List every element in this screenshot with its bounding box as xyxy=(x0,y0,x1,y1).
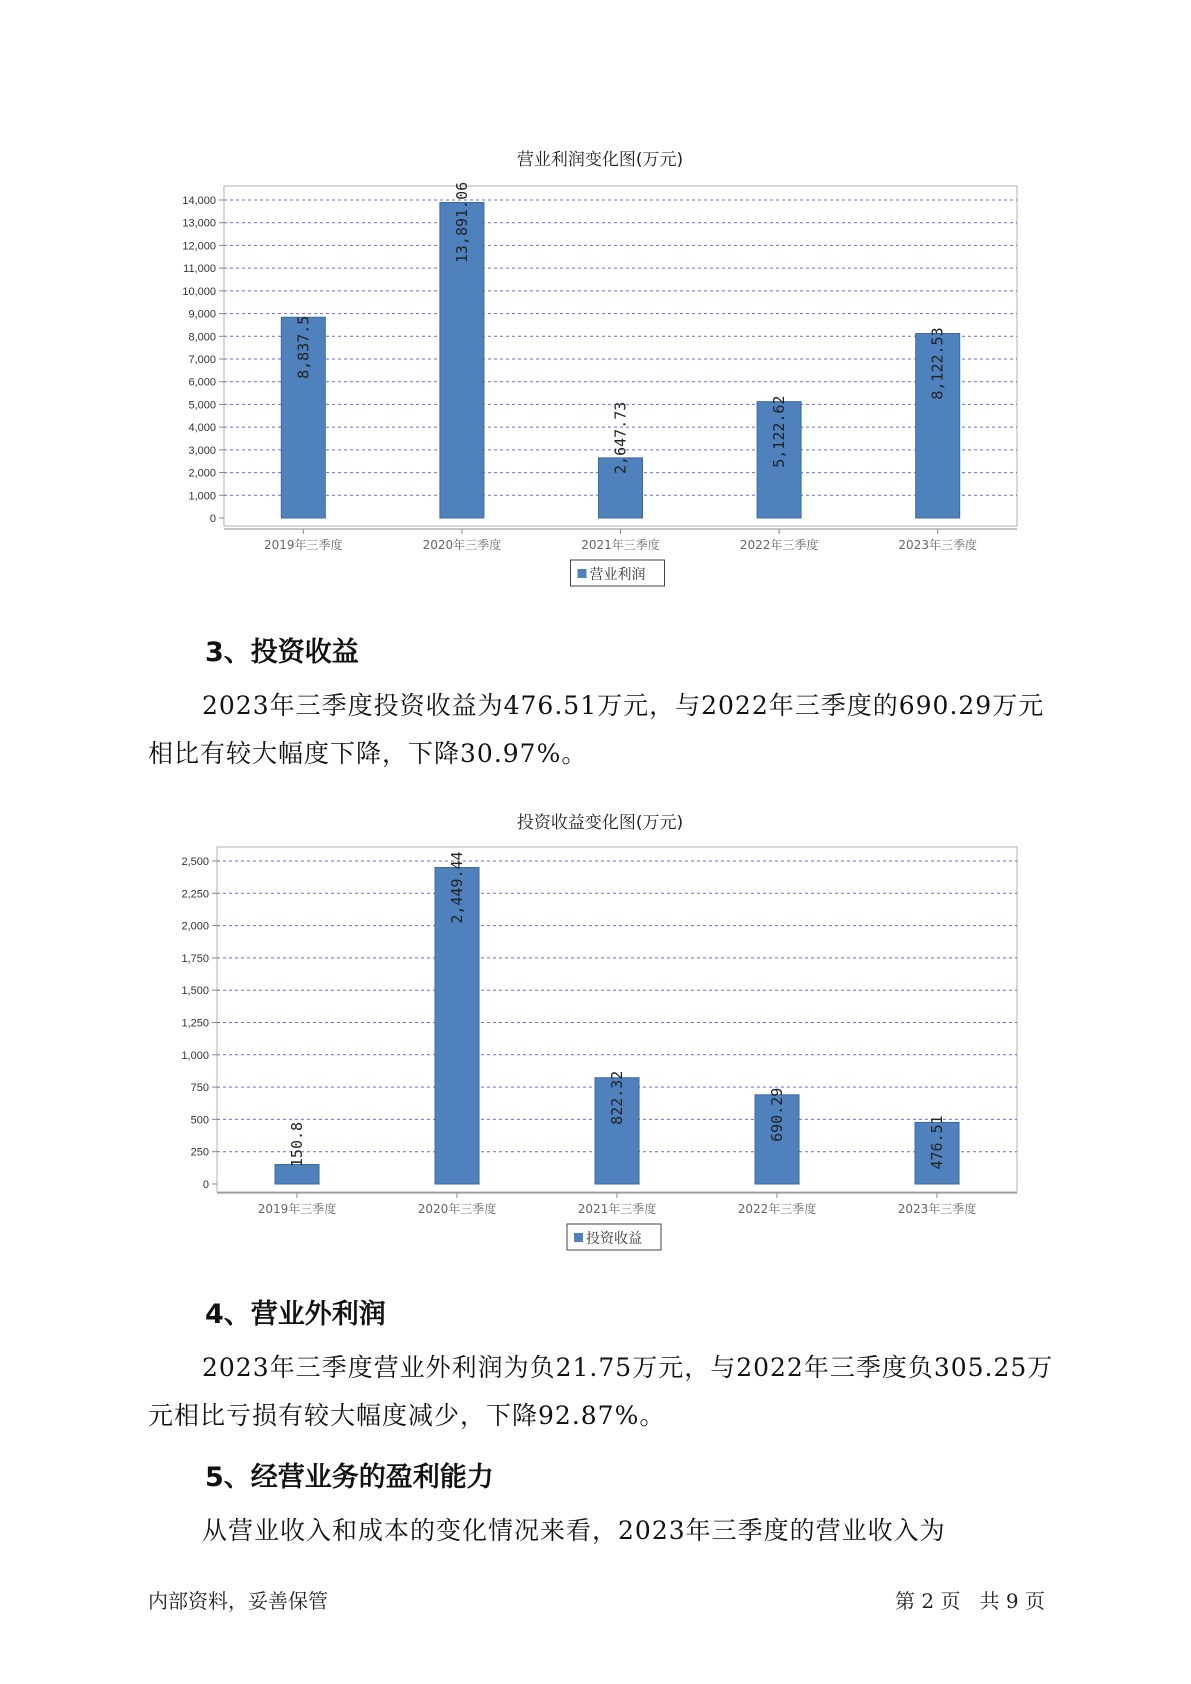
y-tick-label: 13,000 xyxy=(182,217,216,230)
y-tick-label: 0 xyxy=(209,513,216,525)
data-label: 8,837.5 xyxy=(294,315,313,379)
y-tick-label: 10,000 xyxy=(182,285,216,298)
y-tick-label: 0 xyxy=(202,1179,209,1191)
y-tick-label: 8,000 xyxy=(188,331,216,344)
data-label: 13,891.06 xyxy=(452,181,471,264)
x-tick-label: 2022年三季度 xyxy=(737,1202,817,1216)
data-label: 5,122.62 xyxy=(770,395,789,468)
y-tick-label: 6,000 xyxy=(188,376,216,389)
investment-income-chart xyxy=(0,835,1191,1275)
x-tick-label: 2021年三季度 xyxy=(577,1202,657,1216)
y-tick-label: 1,000 xyxy=(181,1049,209,1062)
y-tick-label: 2,000 xyxy=(188,467,216,480)
x-tick-label: 2021年三季度 xyxy=(581,538,660,552)
y-tick-label: 1,500 xyxy=(181,985,209,998)
x-tick-label: 2023年三季度 xyxy=(898,538,977,552)
y-tick-label: 9,000 xyxy=(188,308,216,321)
y-tick-label: 1,000 xyxy=(188,490,216,503)
x-tick-label: 2019年三季度 xyxy=(257,1202,337,1216)
x-tick-label: 2020年三季度 xyxy=(422,538,502,552)
chart2-title: 投资收益变化图(万元) xyxy=(516,813,684,833)
y-tick-label: 5,000 xyxy=(188,399,216,412)
legend-label: 营业利润 xyxy=(589,567,646,583)
data-label: 150.8 xyxy=(288,1121,306,1168)
section3-paragraph: 2023年三季度投资收益为476.51万元，与2022年三季度的690.29万元相比有较大幅度下降，下降30.97%。 xyxy=(148,691,1045,768)
section4-paragraph: 2023年三季度营业外利润为负21.75万元，与2022年三季度负305.25万元相比亏损有较大幅度减少，下降92.87%。 xyxy=(148,1353,1054,1430)
y-tick-label: 2,250 xyxy=(181,888,209,901)
y-tick-label: 2,500 xyxy=(181,856,209,868)
y-tick-label: 14,000 xyxy=(182,195,216,207)
y-tick-label: 250 xyxy=(190,1146,209,1159)
y-tick-label: 1,250 xyxy=(181,1017,209,1030)
x-tick-label: 2022年三季度 xyxy=(739,538,819,552)
y-tick-label: 7,000 xyxy=(188,354,216,366)
y-tick-label: 750 xyxy=(190,1082,209,1095)
y-tick-label: 3,000 xyxy=(188,444,216,457)
data-label: 476.51 xyxy=(928,1115,946,1170)
data-label: 2,647.73 xyxy=(611,401,630,474)
y-tick-label: 2,000 xyxy=(181,920,209,933)
y-tick-label: 11,000 xyxy=(183,263,216,276)
y-tick-label: 1,750 xyxy=(181,952,209,965)
x-tick-label: 2020年三季度 xyxy=(417,1202,497,1216)
chart1-title: 营业利润变化图(万元) xyxy=(516,150,684,170)
section3-heading: 3、投资收益 xyxy=(205,637,359,668)
section5-paragraph: 从营业收入和成本的变化情况来看，2023年三季度的营业收入为 xyxy=(202,1516,946,1545)
data-label: 690.29 xyxy=(768,1087,786,1142)
footer-left: 内部资料，妥善保管 xyxy=(148,1589,328,1613)
operating-profit-chart xyxy=(0,170,1191,610)
legend-label: 投资收益 xyxy=(586,1231,642,1247)
y-tick-label: 12,000 xyxy=(182,240,216,253)
data-label: 822.32 xyxy=(608,1070,626,1125)
y-tick-label: 500 xyxy=(190,1114,209,1127)
legend-swatch xyxy=(578,569,587,578)
legend-swatch xyxy=(574,1233,583,1242)
section4-heading: 4、营业外利润 xyxy=(205,1299,386,1330)
x-tick-label: 2019年三季度 xyxy=(264,538,343,552)
section5-heading: 5、经营业务的盈利能力 xyxy=(205,1462,494,1493)
footer-page-number: 第 2 页 共 9 页 xyxy=(895,1589,1045,1613)
y-tick-label: 4,000 xyxy=(188,422,216,435)
x-tick-label: 2023年三季度 xyxy=(897,1202,977,1216)
data-label: 2,449.44 xyxy=(448,851,466,924)
data-label: 8,122.53 xyxy=(928,327,947,400)
